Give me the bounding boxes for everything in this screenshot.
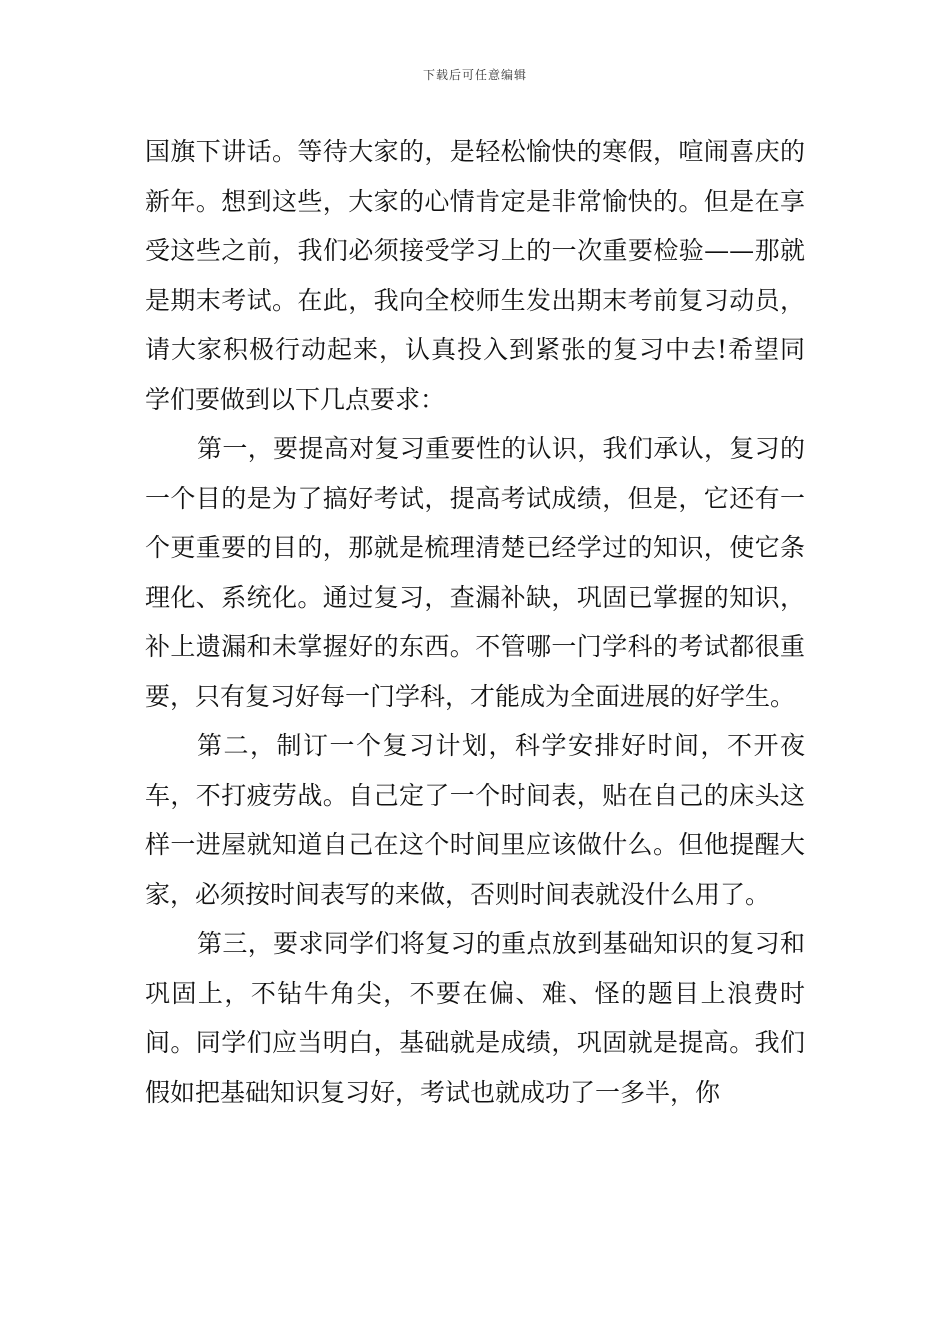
paragraph-point-three: 第三，要求同学们将复习的重点放到基础知识的复习和巩固上，不钻牛角尖，不要在偏、难、怪的题目上浪费时间。同学们应当明白，基础就是成绩，巩固就是提高。我们假如把基础知识复习好，考试也就成功了一多半，你 bbox=[145, 929, 805, 1107]
paragraph-point-one: 第一，要提高对复习重要性的认识，我们承认，复习的一个目的是为了搞好考试，提高考试成绩，但是，它还有一个更重要的目的，那就是梳理清楚已经学过的知识，使它条理化、系统化。通过复习，查漏补缺，巩固已掌握的知识，补上遗漏和未掌握好的东西。不管哪一门学科的考试都很重要，只有复习好每一门学科，才能成为全面进展的好学生。 bbox=[145, 434, 805, 711]
paragraph-point-two: 第二，制订一个复习计划，科学安排好时间，不开夜车，不打疲劳战。自己定了一个时间表，贴在自己的床头这样一进屋就知道自己在这个时间里应该做什么。但他提醒大家，必须按时间表写的来做，否则时间表就没什么用了。 bbox=[145, 731, 805, 909]
body-text bbox=[145, 127, 805, 1117]
paragraph-intro: 国旗下讲话。等待大家的，是轻松愉快的寒假，喧闹喜庆的新年。想到这些，大家的心情肯定是非常愉快的。但是在享受这些之前，我们必须接受学习上的一次重要检验——那就是期末考试。在此，我向全校师生发出期末考前复习动员，请大家积极行动起来，认真投入到紧张的复习中去!希望同学们要做到以下几点要求： bbox=[145, 137, 805, 414]
header-note: 下载后可任意编辑 bbox=[422, 68, 527, 82]
